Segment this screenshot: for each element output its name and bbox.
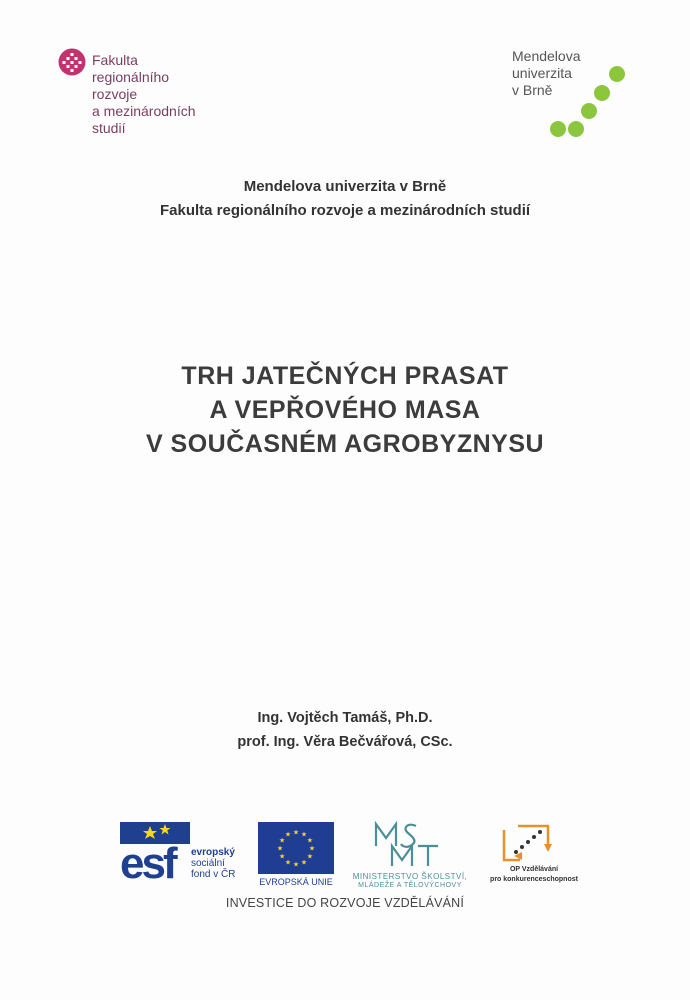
msmt-logo: [340, 820, 480, 892]
eu-logo: [258, 822, 334, 888]
eu-star-icon: ★: [278, 837, 286, 845]
faculty-logo: [58, 48, 228, 148]
msmt-emblem-icon: [372, 820, 448, 870]
eu-star-icon: ★: [308, 845, 316, 853]
faculty-logo-line: regionálního: [92, 69, 170, 85]
eu-star-icon: ★: [284, 859, 292, 867]
op-caption-2: pro konkurenceschopnost: [490, 876, 578, 883]
msmt-caption-2: MLÁDEŽE A TĚLOVÝCHOVY: [358, 882, 462, 889]
op-caption-1: OP Vzdělávání: [509, 866, 559, 873]
mendel-dots-icon: [542, 60, 652, 140]
author-1: Ing. Vojtěch Tamáš, Ph.D.: [257, 710, 433, 726]
eu-caption: EVROPSKÁ UNIE: [259, 877, 333, 887]
mendel-university-logo: [512, 48, 652, 138]
faculty-logo-line: rozvoje: [92, 86, 138, 102]
mendel-logo-line: Mendelova: [512, 48, 581, 64]
faculty-name: Fakulta regionálního rozvoje a mezinárodních studií: [159, 202, 531, 219]
title-line-3: V SOUČASNÉM AGROBYZNYSU: [145, 430, 545, 458]
faculty-logo-line: a mezinárodních: [92, 103, 196, 119]
author-2: prof. Ing. Věra Bečvářová, CSc.: [237, 734, 453, 750]
university-name: Mendelova univerzita v Brně: [243, 178, 447, 195]
eu-star-icon: ★: [284, 831, 292, 839]
eu-star-icon: ★: [300, 859, 308, 867]
msmt-caption-1: MINISTERSTVO ŠKOLSTVÍ,: [352, 872, 468, 881]
title-line-1: TRH JATEČNÝCH PRASAT: [181, 362, 509, 390]
faculty-logo-text: [92, 52, 196, 137]
title-line-2: A VEPŘOVÉHO MASA: [209, 396, 481, 424]
esf-caption-line: evropský: [191, 847, 235, 858]
investice-slogan: INVESTICE DO ROZVOJE VZDĚLÁVÁNÍ: [225, 896, 465, 910]
mendel-logo-line: v Brně: [512, 82, 553, 98]
faculty-emblem-icon: [58, 48, 86, 76]
eu-star-icon: ★: [306, 853, 314, 861]
esf-caption: [191, 847, 235, 880]
faculty-logo-line: Fakulta: [92, 52, 138, 68]
esf-caption-line: sociální: [191, 858, 225, 869]
eu-star-icon: ★: [278, 853, 286, 861]
esf-mark: esf: [120, 839, 175, 888]
esf-logo: [120, 822, 250, 886]
esf-caption-line: fond v ČR: [191, 869, 236, 880]
eu-star-icon: ★: [276, 845, 284, 853]
op-emblem-icon: [500, 822, 556, 862]
eu-star-icon: ★: [306, 837, 314, 845]
eu-flag-icon: [258, 822, 334, 874]
mendel-logo-line: univerzita: [512, 65, 572, 81]
eu-star-icon: ★: [300, 831, 308, 839]
eu-star-icon: ★: [292, 829, 300, 837]
eu-star-icon: ★: [292, 861, 300, 869]
op-vzdelavani-logo: [484, 822, 584, 888]
faculty-logo-line: studií: [92, 120, 126, 136]
